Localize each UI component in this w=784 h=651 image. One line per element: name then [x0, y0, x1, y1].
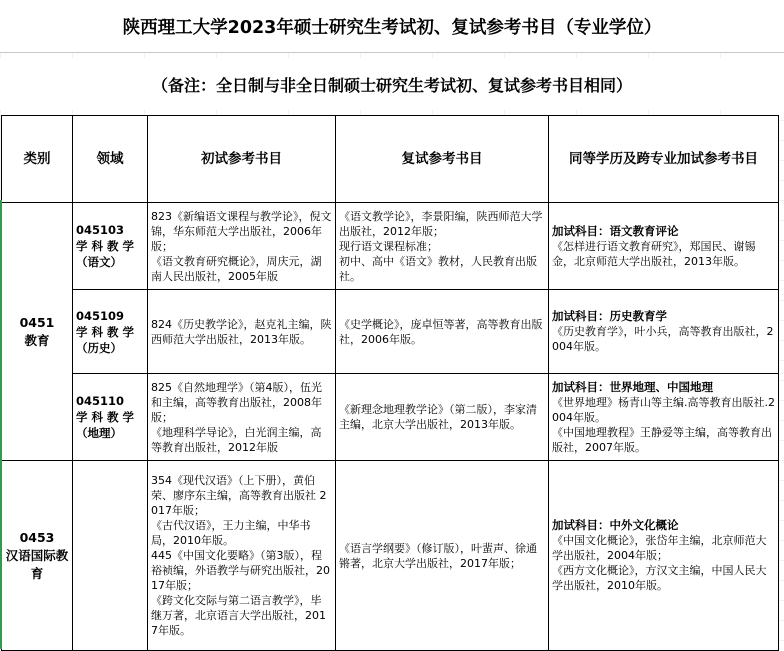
category-code: 0453	[19, 529, 55, 545]
header-retest: 复试参考书目	[336, 116, 549, 203]
initial-books-cell	[148, 374, 336, 461]
initial-books-cell	[148, 290, 336, 374]
initial-books-cell	[148, 461, 336, 651]
book-entry: 445《中国文化要略》（第3版），程裕祯编，外语教学与研究出版社，2017年版；	[151, 549, 330, 592]
additional-subject: 加试科目：中外文化概论	[552, 518, 679, 532]
book-entry: 《语言学纲要》（修订版），叶蜚声、徐通锵著，北京大学出版社，2017年版；	[339, 541, 537, 570]
header-category: 类别	[2, 116, 73, 203]
book-entry: 《史学概论》，庞卓恒等著，高等教育出版社，2006年版。	[339, 317, 543, 346]
selection-edge	[0, 200, 2, 649]
initial-books-cell	[148, 203, 336, 290]
book-entry: 《中国地理教程》王静爱等主编，高等教育出版社，2007年版。	[552, 425, 772, 454]
book-entry: 现行语文课程标准；	[339, 239, 438, 253]
additional-subject: 加试科目：语文教育评论	[552, 223, 679, 238]
book-entry: 《地理科学导论》，白光润主编，高等教育出版社，2012年版	[151, 425, 322, 454]
header-row	[2, 116, 779, 203]
field-name: 学 科 教 学（地理）	[76, 410, 135, 440]
table-row	[2, 461, 779, 651]
table-row	[2, 374, 779, 461]
field-code: 045109	[76, 308, 125, 323]
category-cell-chinese-international	[2, 461, 73, 651]
header-initial: 初试参考书目	[148, 116, 336, 203]
retest-books-cell	[336, 461, 549, 651]
book-entry: 《世界地理》杨青山等主编.高等教育出版社.2004年版。	[552, 395, 775, 424]
additional-subject: 加试科目：世界地理、中国地理	[552, 379, 713, 394]
field-name: 学 科 教 学（语文）	[76, 239, 135, 269]
header-field: 领域	[73, 116, 148, 203]
additional-books-cell	[549, 203, 779, 290]
book-entry: 《怎样进行语文教育研究》，郑国民、谢锡金，北京师范大学出版社，2013年版。	[552, 239, 756, 268]
reference-book-table	[1, 115, 779, 651]
retest-books-cell	[336, 203, 549, 290]
book-entry: 824《历史教学论》，赵克礼主编，陕西师范大学出版社，2013年版。	[151, 317, 332, 346]
book-entry: 《历史教育学》，叶小兵，高等教育出版社，2004年版。	[552, 325, 774, 353]
header-additional: 同等学历及跨专业加试参考书目	[549, 116, 779, 203]
category-name: 汉语国际教育	[5, 547, 69, 581]
field-name: 学 科 教 学（历史）	[76, 324, 135, 355]
page-note: （备注：全日制与非全日制硕士研究生考试初、复试参考书目相同）	[0, 58, 784, 110]
book-entry: 《语文教育研究概论》，周庆元，湖南人民出版社，2005年版	[151, 254, 322, 283]
additional-books-cell	[549, 461, 779, 651]
table-row	[2, 290, 779, 374]
category-name: 教育	[24, 332, 50, 348]
book-entry: 《跨文化交际与第二语言教学》，毕继万著，北京语言大学出版社，2017年版。	[151, 594, 326, 637]
additional-subject: 加试科目：历史教育学	[552, 309, 667, 323]
book-entry: 《新理念地理教学论》（第二版），李家清主编，北京大学出版社，2013年版。	[339, 403, 537, 431]
book-entry: 初中、高中《语文》教材，人民教育出版社。	[339, 254, 537, 283]
additional-books-cell	[549, 290, 779, 374]
field-code: 045103	[76, 223, 125, 237]
field-cell	[73, 290, 148, 374]
field-code: 045110	[76, 394, 125, 408]
book-entry: 《西方文化概论》，方汉文主编，中国人民大学出版社，2010年版。	[552, 564, 767, 592]
additional-books-cell	[549, 374, 779, 461]
field-cell	[73, 374, 148, 461]
field-cell	[73, 461, 148, 651]
category-code: 0451	[19, 314, 55, 330]
book-entry: 825《自然地理学》（第4版），伍光和主编，高等教育出版社，2008年版；	[151, 380, 322, 424]
page-title: 陕西理工大学2023年硕士研究生考试初、复试参考书目（专业学位）	[0, 0, 784, 53]
book-entry: 354《现代汉语》（上下册），黄伯荣、廖序东主编，高等教育出版社 2017年版；	[151, 474, 327, 517]
book-entry: 《语文教学论》，李景阳编，陕西师范大学出版社，2012年版；	[339, 209, 543, 238]
field-cell	[73, 203, 148, 290]
category-cell-education	[2, 203, 73, 461]
table-row	[2, 203, 779, 290]
retest-books-cell	[336, 290, 549, 374]
book-entry: 823《新编语文课程与教学论》，倪文锦，华东师范大学出版社，2006年版；	[151, 209, 332, 253]
retest-books-cell	[336, 374, 549, 461]
book-entry: 《古代汉语》，王力主编，中华书局，2010年版。	[151, 519, 311, 547]
book-entry: 《中国文化概论》，张岱年主编，北京师范大学出版社，2004年版；	[552, 534, 767, 562]
